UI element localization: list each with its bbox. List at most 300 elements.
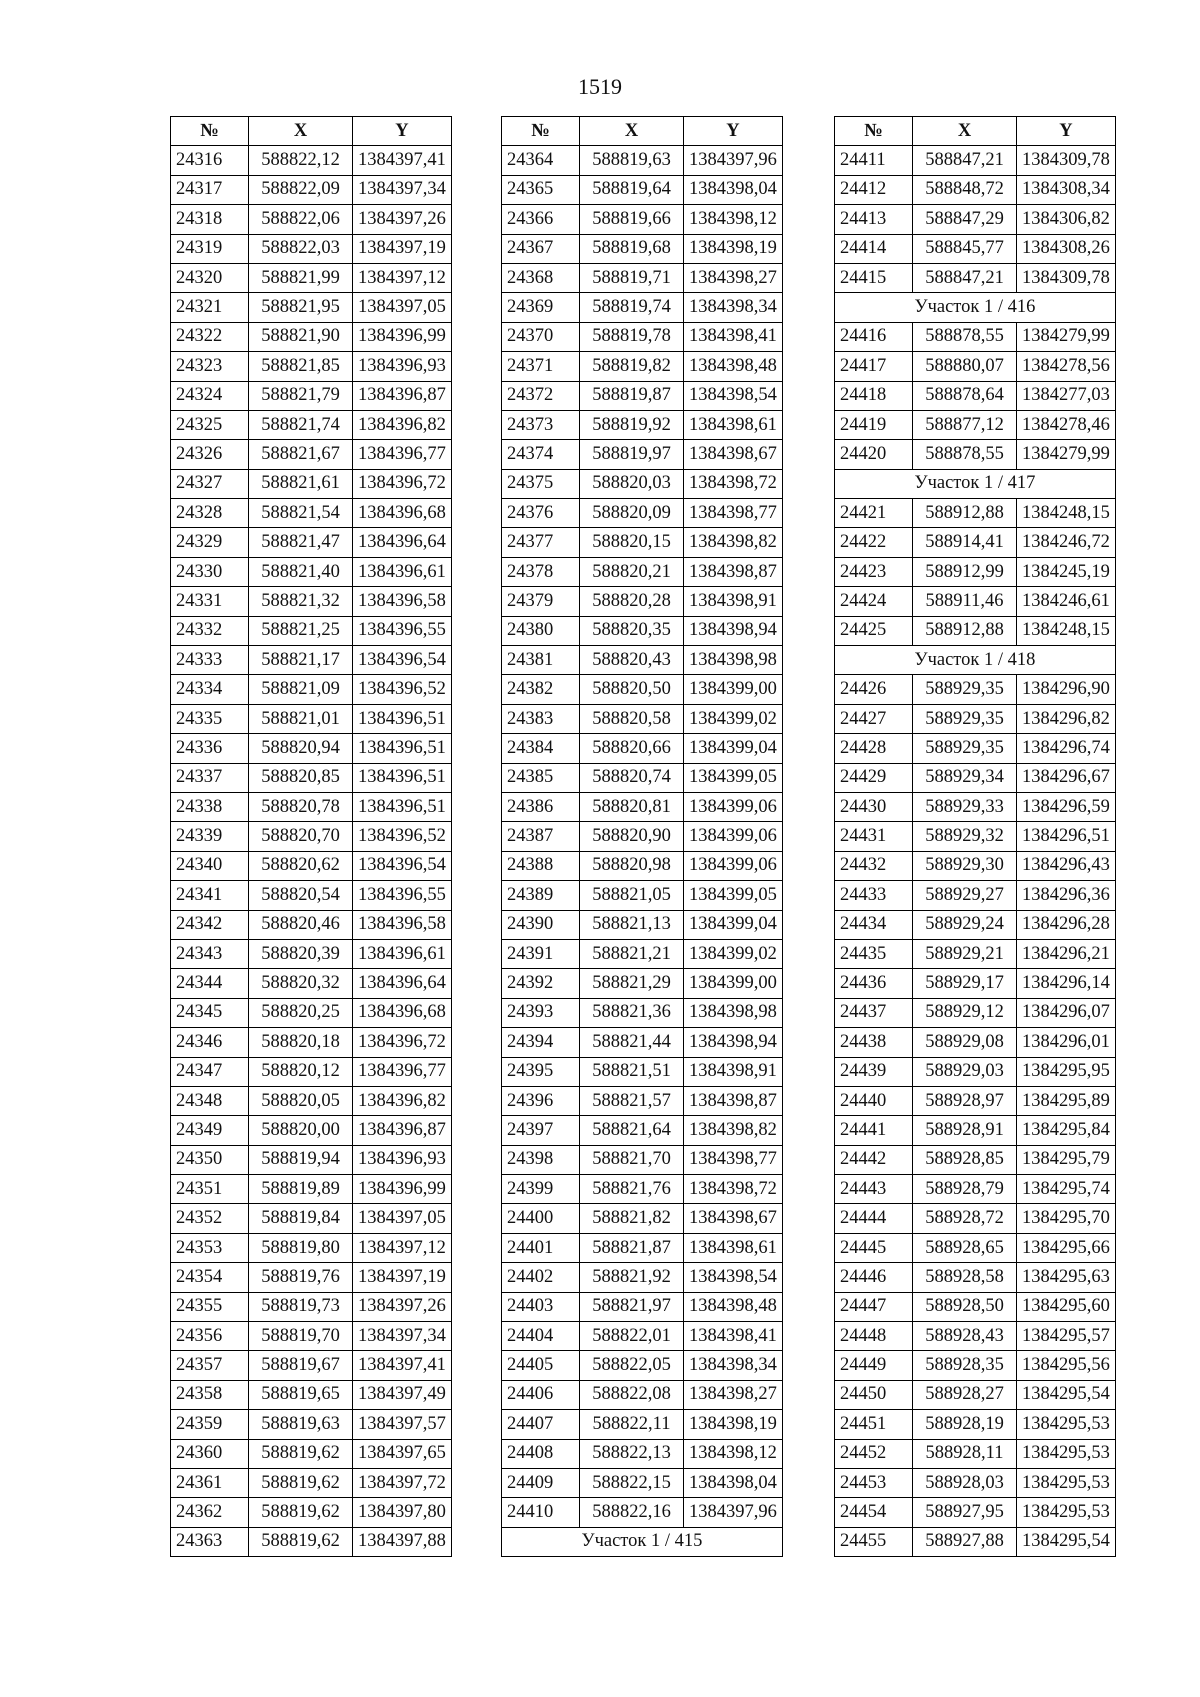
x-coordinate-cell: 588820,25: [249, 998, 353, 1027]
y-coordinate-cell: 1384295,53: [1017, 1468, 1116, 1497]
table-row: [835, 881, 1116, 910]
y-coordinate-cell: 1384306,82: [1017, 205, 1116, 234]
x-coordinate-cell: 588819,80: [249, 1233, 353, 1262]
table-row: [835, 1204, 1116, 1233]
y-coordinate-cell: 1384295,66: [1017, 1233, 1116, 1262]
point-number-cell: 24366: [502, 205, 580, 234]
table-row: [171, 1351, 452, 1380]
table-row: [171, 939, 452, 968]
point-number-cell: 24391: [502, 939, 580, 968]
table-row: [502, 1116, 783, 1145]
x-coordinate-cell: 588822,15: [580, 1468, 684, 1497]
coordinates-table-2: [501, 116, 783, 1557]
point-number-cell: 24369: [502, 293, 580, 322]
y-coordinate-cell: 1384397,05: [353, 293, 452, 322]
point-number-cell: 24381: [502, 646, 580, 675]
point-number-cell: 24405: [502, 1351, 580, 1380]
x-coordinate-cell: 588822,09: [249, 175, 353, 204]
table-row: [835, 822, 1116, 851]
table-row: [835, 851, 1116, 880]
x-coordinate-cell: 588880,07: [913, 352, 1017, 381]
y-coordinate-cell: 1384295,54: [1017, 1527, 1116, 1556]
point-number-cell: 24432: [835, 851, 913, 880]
y-coordinate-cell: 1384399,06: [684, 822, 783, 851]
point-number-cell: 24437: [835, 998, 913, 1027]
table-row: [171, 322, 452, 351]
table-row: [171, 557, 452, 586]
x-coordinate-cell: 588929,12: [913, 998, 1017, 1027]
point-number-cell: 24445: [835, 1233, 913, 1262]
point-number-cell: 24330: [171, 557, 249, 586]
y-coordinate-cell: 1384398,04: [684, 175, 783, 204]
table-row: [835, 1351, 1116, 1380]
point-number-cell: 24417: [835, 352, 913, 381]
table-row: [171, 1439, 452, 1468]
table-row: [502, 381, 783, 410]
x-coordinate-cell: 588929,35: [913, 704, 1017, 733]
point-number-cell: 24357: [171, 1351, 249, 1380]
x-coordinate-cell: 588927,88: [913, 1527, 1017, 1556]
y-coordinate-cell: 1384396,61: [353, 939, 452, 968]
y-coordinate-cell: 1384296,82: [1017, 704, 1116, 733]
point-number-cell: 24340: [171, 851, 249, 880]
y-coordinate-cell: 1384398,72: [684, 1175, 783, 1204]
x-coordinate-cell: 588821,51: [580, 1057, 684, 1086]
x-coordinate-cell: 588821,92: [580, 1263, 684, 1292]
y-coordinate-cell: 1384396,51: [353, 734, 452, 763]
x-coordinate-cell: 588820,15: [580, 528, 684, 557]
point-number-cell: 24346: [171, 1028, 249, 1057]
x-coordinate-cell: 588822,06: [249, 205, 353, 234]
point-number-cell: 24396: [502, 1086, 580, 1115]
x-coordinate-cell: 588929,30: [913, 851, 1017, 880]
point-number-cell: 24415: [835, 263, 913, 292]
x-coordinate-cell: 588820,54: [249, 881, 353, 910]
y-coordinate-cell: 1384295,53: [1017, 1439, 1116, 1468]
y-coordinate-cell: 1384396,52: [353, 675, 452, 704]
table-row: [835, 616, 1116, 645]
point-number-cell: 24332: [171, 616, 249, 645]
point-number-cell: 24420: [835, 440, 913, 469]
y-coordinate-cell: 1384396,87: [353, 1116, 452, 1145]
table-row: [171, 1233, 452, 1262]
table-row: [835, 410, 1116, 439]
point-number-cell: 24317: [171, 175, 249, 204]
table-row: [502, 851, 783, 880]
point-number-cell: 24410: [502, 1498, 580, 1527]
table-row: [171, 234, 452, 263]
point-number-cell: 24402: [502, 1263, 580, 1292]
table-row: [502, 352, 783, 381]
point-number-cell: 24337: [171, 763, 249, 792]
point-number-cell: 24345: [171, 998, 249, 1027]
table-row: [835, 1175, 1116, 1204]
table-row: [502, 234, 783, 263]
point-number-cell: 24399: [502, 1175, 580, 1204]
y-coordinate-cell: 1384399,06: [684, 792, 783, 821]
x-coordinate-cell: 588928,91: [913, 1116, 1017, 1145]
table-row: [171, 646, 452, 675]
y-coordinate-cell: 1384398,48: [684, 1292, 783, 1321]
x-coordinate-cell: 588820,21: [580, 557, 684, 586]
point-number-cell: 24367: [502, 234, 580, 263]
table-row: [835, 1380, 1116, 1409]
point-number-cell: 24328: [171, 499, 249, 528]
point-number-cell: 24361: [171, 1468, 249, 1497]
x-coordinate-cell: 588819,92: [580, 410, 684, 439]
table-row: [171, 1263, 452, 1292]
y-coordinate-cell: 1384397,34: [353, 175, 452, 204]
table-row: [835, 734, 1116, 763]
y-coordinate-cell: 1384396,64: [353, 528, 452, 557]
y-coordinate-cell: 1384396,55: [353, 881, 452, 910]
table-row: [171, 381, 452, 410]
table-row: [171, 410, 452, 439]
point-number-cell: 24321: [171, 293, 249, 322]
table-row: [171, 1380, 452, 1409]
y-coordinate-cell: 1384398,94: [684, 1028, 783, 1057]
y-coordinate-cell: 1384398,67: [684, 1204, 783, 1233]
x-coordinate-cell: 588820,85: [249, 763, 353, 792]
point-number-cell: 24360: [171, 1439, 249, 1468]
y-coordinate-cell: 1384397,12: [353, 263, 452, 292]
table-row: [835, 675, 1116, 704]
point-number-cell: 24358: [171, 1380, 249, 1409]
table-row: [502, 1468, 783, 1497]
table-row: [502, 939, 783, 968]
y-coordinate-cell: 1384296,51: [1017, 822, 1116, 851]
x-coordinate-cell: 588929,21: [913, 939, 1017, 968]
x-coordinate-cell: 588821,64: [580, 1116, 684, 1145]
x-coordinate-cell: 588845,77: [913, 234, 1017, 263]
x-coordinate-cell: 588821,29: [580, 969, 684, 998]
x-coordinate-cell: 588820,70: [249, 822, 353, 851]
point-number-cell: 24416: [835, 322, 913, 351]
y-coordinate-cell: 1384398,19: [684, 1410, 783, 1439]
point-number-cell: 24347: [171, 1057, 249, 1086]
table-row: [502, 969, 783, 998]
table-row: [502, 587, 783, 616]
x-coordinate-cell: 588819,74: [580, 293, 684, 322]
header-y: Y: [1017, 117, 1116, 146]
x-coordinate-cell: 588821,25: [249, 616, 353, 645]
table-row: [171, 998, 452, 1027]
header-number: №: [502, 117, 580, 146]
point-number-cell: 24401: [502, 1233, 580, 1262]
table-row: [835, 939, 1116, 968]
table-row: [502, 1410, 783, 1439]
table-row: [502, 910, 783, 939]
point-number-cell: 24374: [502, 440, 580, 469]
x-coordinate-cell: 588820,98: [580, 851, 684, 880]
x-coordinate-cell: 588928,50: [913, 1292, 1017, 1321]
y-coordinate-cell: 1384296,74: [1017, 734, 1116, 763]
y-coordinate-cell: 1384396,72: [353, 1028, 452, 1057]
table-row: [835, 1263, 1116, 1292]
x-coordinate-cell: 588819,64: [580, 175, 684, 204]
table-row: [502, 293, 783, 322]
y-coordinate-cell: 1384397,96: [684, 1498, 783, 1527]
table-row: [502, 1380, 783, 1409]
x-coordinate-cell: 588847,21: [913, 146, 1017, 175]
y-coordinate-cell: 1384399,05: [684, 881, 783, 910]
point-number-cell: 24406: [502, 1380, 580, 1409]
y-coordinate-cell: 1384309,78: [1017, 263, 1116, 292]
table-row: [835, 1498, 1116, 1527]
y-coordinate-cell: 1384397,41: [353, 146, 452, 175]
x-coordinate-cell: 588820,03: [580, 469, 684, 498]
y-coordinate-cell: 1384396,54: [353, 646, 452, 675]
x-coordinate-cell: 588819,68: [580, 234, 684, 263]
table-row: [502, 1145, 783, 1174]
x-coordinate-cell: 588821,76: [580, 1175, 684, 1204]
point-number-cell: 24352: [171, 1204, 249, 1233]
x-coordinate-cell: 588820,66: [580, 734, 684, 763]
point-number-cell: 24318: [171, 205, 249, 234]
point-number-cell: 24386: [502, 792, 580, 821]
table-row: [502, 646, 783, 675]
table-row: [502, 322, 783, 351]
y-coordinate-cell: 1384296,01: [1017, 1028, 1116, 1057]
y-coordinate-cell: 1384398,54: [684, 1263, 783, 1292]
point-number-cell: 24413: [835, 205, 913, 234]
table-row: [835, 1116, 1116, 1145]
table-row: [171, 881, 452, 910]
point-number-cell: 24393: [502, 998, 580, 1027]
x-coordinate-cell: 588928,27: [913, 1380, 1017, 1409]
table-row: [502, 1057, 783, 1086]
section-row: [835, 469, 1116, 498]
point-number-cell: 24343: [171, 939, 249, 968]
table-row: [171, 205, 452, 234]
y-coordinate-cell: 1384399,04: [684, 910, 783, 939]
y-coordinate-cell: 1384398,91: [684, 1057, 783, 1086]
point-number-cell: 24407: [502, 1410, 580, 1439]
x-coordinate-cell: 588878,55: [913, 322, 1017, 351]
point-number-cell: 24355: [171, 1292, 249, 1321]
x-coordinate-cell: 588820,18: [249, 1028, 353, 1057]
table-row: [835, 205, 1116, 234]
point-number-cell: 24449: [835, 1351, 913, 1380]
point-number-cell: 24447: [835, 1292, 913, 1321]
x-coordinate-cell: 588820,46: [249, 910, 353, 939]
header-x: X: [249, 117, 353, 146]
point-number-cell: 24329: [171, 528, 249, 557]
x-coordinate-cell: 588820,05: [249, 1086, 353, 1115]
x-coordinate-cell: 588819,78: [580, 322, 684, 351]
point-number-cell: 24316: [171, 146, 249, 175]
x-coordinate-cell: 588821,05: [580, 881, 684, 910]
y-coordinate-cell: 1384396,77: [353, 440, 452, 469]
x-coordinate-cell: 588821,67: [249, 440, 353, 469]
x-coordinate-cell: 588821,82: [580, 1204, 684, 1233]
point-number-cell: 24319: [171, 234, 249, 263]
table-row: [171, 1057, 452, 1086]
y-coordinate-cell: 1384296,14: [1017, 969, 1116, 998]
point-number-cell: 24365: [502, 175, 580, 204]
table-row: [171, 175, 452, 204]
point-number-cell: 24439: [835, 1057, 913, 1086]
x-coordinate-cell: 588821,40: [249, 557, 353, 586]
table-body: [502, 146, 783, 1557]
section-label: Участок 1 / 415: [502, 1527, 783, 1556]
x-coordinate-cell: 588820,12: [249, 1057, 353, 1086]
x-coordinate-cell: 588819,76: [249, 1263, 353, 1292]
x-coordinate-cell: 588928,35: [913, 1351, 1017, 1380]
y-coordinate-cell: 1384296,59: [1017, 792, 1116, 821]
y-coordinate-cell: 1384399,02: [684, 939, 783, 968]
point-number-cell: 24398: [502, 1145, 580, 1174]
y-coordinate-cell: 1384398,77: [684, 1145, 783, 1174]
table-row: [502, 763, 783, 792]
y-coordinate-cell: 1384246,72: [1017, 528, 1116, 557]
x-coordinate-cell: 588822,16: [580, 1498, 684, 1527]
point-number-cell: 24451: [835, 1410, 913, 1439]
table-row: [835, 1233, 1116, 1262]
x-coordinate-cell: 588912,88: [913, 616, 1017, 645]
table-header: [835, 117, 1116, 146]
x-coordinate-cell: 588820,58: [580, 704, 684, 733]
table-row: [502, 1263, 783, 1292]
table-row: [835, 322, 1116, 351]
point-number-cell: 24325: [171, 410, 249, 439]
point-number-cell: 24431: [835, 822, 913, 851]
table-row: [835, 587, 1116, 616]
x-coordinate-cell: 588819,62: [249, 1439, 353, 1468]
point-number-cell: 24419: [835, 410, 913, 439]
table-row: [502, 1175, 783, 1204]
table-row: [835, 146, 1116, 175]
point-number-cell: 24414: [835, 234, 913, 263]
table-row: [502, 998, 783, 1027]
x-coordinate-cell: 588822,13: [580, 1439, 684, 1468]
y-coordinate-cell: 1384399,00: [684, 969, 783, 998]
table-row: [835, 1527, 1116, 1556]
x-coordinate-cell: 588928,85: [913, 1145, 1017, 1174]
point-number-cell: 24387: [502, 822, 580, 851]
y-coordinate-cell: 1384397,26: [353, 205, 452, 234]
y-coordinate-cell: 1384295,53: [1017, 1410, 1116, 1439]
point-number-cell: 24385: [502, 763, 580, 792]
point-number-cell: 24418: [835, 381, 913, 410]
point-number-cell: 24359: [171, 1410, 249, 1439]
point-number-cell: 24333: [171, 646, 249, 675]
y-coordinate-cell: 1384398,77: [684, 499, 783, 528]
point-number-cell: 24429: [835, 763, 913, 792]
y-coordinate-cell: 1384397,34: [353, 1322, 452, 1351]
table-row: [835, 352, 1116, 381]
x-coordinate-cell: 588847,21: [913, 263, 1017, 292]
x-coordinate-cell: 588877,12: [913, 410, 1017, 439]
y-coordinate-cell: 1384296,43: [1017, 851, 1116, 880]
point-number-cell: 24441: [835, 1116, 913, 1145]
y-coordinate-cell: 1384278,56: [1017, 352, 1116, 381]
table-row: [835, 1145, 1116, 1174]
y-coordinate-cell: 1384398,27: [684, 263, 783, 292]
point-number-cell: 24338: [171, 792, 249, 821]
point-number-cell: 24379: [502, 587, 580, 616]
x-coordinate-cell: 588847,29: [913, 205, 1017, 234]
x-coordinate-cell: 588929,08: [913, 1028, 1017, 1057]
x-coordinate-cell: 588820,28: [580, 587, 684, 616]
x-coordinate-cell: 588821,99: [249, 263, 353, 292]
table-row: [835, 234, 1116, 263]
point-number-cell: 24446: [835, 1263, 913, 1292]
point-number-cell: 24425: [835, 616, 913, 645]
y-coordinate-cell: 1384295,53: [1017, 1498, 1116, 1527]
x-coordinate-cell: 588819,62: [249, 1468, 353, 1497]
x-coordinate-cell: 588821,79: [249, 381, 353, 410]
x-coordinate-cell: 588928,43: [913, 1322, 1017, 1351]
table-row: [171, 1028, 452, 1057]
x-coordinate-cell: 588821,21: [580, 939, 684, 968]
table-row: [502, 704, 783, 733]
point-number-cell: 24362: [171, 1498, 249, 1527]
x-coordinate-cell: 588929,27: [913, 881, 1017, 910]
y-coordinate-cell: 1384295,89: [1017, 1086, 1116, 1115]
table-row: [502, 175, 783, 204]
x-coordinate-cell: 588820,78: [249, 792, 353, 821]
x-coordinate-cell: 588929,32: [913, 822, 1017, 851]
x-coordinate-cell: 588821,47: [249, 528, 353, 557]
table-row: [171, 704, 452, 733]
y-coordinate-cell: 1384397,88: [353, 1527, 452, 1556]
point-number-cell: 24377: [502, 528, 580, 557]
x-coordinate-cell: 588928,58: [913, 1263, 1017, 1292]
y-coordinate-cell: 1384295,57: [1017, 1322, 1116, 1351]
table-row: [171, 499, 452, 528]
x-coordinate-cell: 588848,72: [913, 175, 1017, 204]
y-coordinate-cell: 1384398,91: [684, 587, 783, 616]
point-number-cell: 24375: [502, 469, 580, 498]
y-coordinate-cell: 1384396,51: [353, 704, 452, 733]
point-number-cell: 24356: [171, 1322, 249, 1351]
x-coordinate-cell: 588912,99: [913, 557, 1017, 586]
y-coordinate-cell: 1384295,79: [1017, 1145, 1116, 1174]
point-number-cell: 24322: [171, 322, 249, 351]
x-coordinate-cell: 588819,73: [249, 1292, 353, 1321]
table-row: [835, 1292, 1116, 1321]
point-number-cell: 24373: [502, 410, 580, 439]
table-row: [171, 587, 452, 616]
x-coordinate-cell: 588819,70: [249, 1322, 353, 1351]
section-row: [835, 646, 1116, 675]
point-number-cell: 24421: [835, 499, 913, 528]
y-coordinate-cell: 1384398,72: [684, 469, 783, 498]
x-coordinate-cell: 588820,90: [580, 822, 684, 851]
point-number-cell: 24349: [171, 1116, 249, 1145]
y-coordinate-cell: 1384295,84: [1017, 1116, 1116, 1145]
y-coordinate-cell: 1384396,87: [353, 381, 452, 410]
point-number-cell: 24397: [502, 1116, 580, 1145]
x-coordinate-cell: 588929,24: [913, 910, 1017, 939]
table-row: [171, 352, 452, 381]
point-number-cell: 24342: [171, 910, 249, 939]
point-number-cell: 24336: [171, 734, 249, 763]
y-coordinate-cell: 1384396,64: [353, 969, 452, 998]
x-coordinate-cell: 588820,94: [249, 734, 353, 763]
point-number-cell: 24448: [835, 1322, 913, 1351]
table-row: [171, 293, 452, 322]
point-number-cell: 24364: [502, 146, 580, 175]
y-coordinate-cell: 1384397,26: [353, 1292, 452, 1321]
table-row: [835, 998, 1116, 1027]
point-number-cell: 24344: [171, 969, 249, 998]
point-number-cell: 24455: [835, 1527, 913, 1556]
point-number-cell: 24368: [502, 263, 580, 292]
x-coordinate-cell: 588820,43: [580, 646, 684, 675]
table-row: [171, 969, 452, 998]
